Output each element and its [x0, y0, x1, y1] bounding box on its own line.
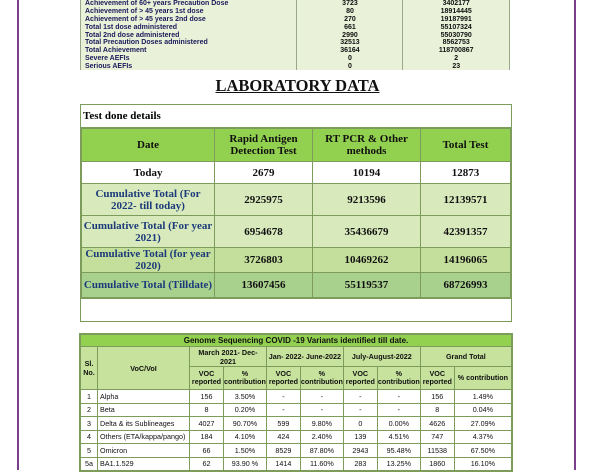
voc-reported-value: 1860: [420, 457, 454, 471]
header-rtpcr: RT PCR & Other methods: [313, 129, 421, 162]
variant-sl-no: 5: [81, 444, 98, 458]
percent-contribution-value: -: [300, 403, 343, 417]
lab-row-2022: [82, 184, 511, 216]
voc-reported-value: 8: [420, 403, 454, 417]
voc-reported-header: VOC reported: [190, 367, 224, 390]
rtpcr-value: 10194: [313, 162, 421, 184]
voc-reported-value: 66: [190, 444, 224, 458]
voc-reported-value: 424: [266, 430, 300, 444]
lab-row-2020: [82, 248, 511, 273]
variant-sl-no: 1: [81, 390, 98, 404]
summary-label: Total 2nd dose administered: [81, 31, 297, 39]
voc-reported-value: -: [343, 403, 377, 417]
variant-row: [81, 403, 512, 417]
percent-contribution-value: 87.80%: [300, 444, 343, 458]
summary-today-value: 36164: [297, 47, 403, 55]
summary-row: [81, 62, 510, 70]
variant-sl-no: 5a: [81, 457, 98, 471]
percent-contribution-header: % contribution: [454, 367, 511, 390]
rat-value: 2925975: [215, 184, 313, 216]
test-done-details-caption: Test done details: [81, 105, 511, 128]
rtpcr-value: 10469262: [313, 248, 421, 273]
percent-contribution-value: 0.04%: [454, 403, 511, 417]
total-value: 12139571: [421, 184, 511, 216]
voc-reported-value: -: [343, 390, 377, 404]
voc-reported-header: VOC reported: [266, 367, 300, 390]
summary-label: Achievement of > 45 years 2nd dose: [81, 16, 297, 24]
voc-reported-value: -: [266, 390, 300, 404]
percent-contribution-header: % contribution: [224, 367, 267, 390]
summary-label: Serious AEFIs: [81, 62, 297, 70]
period-header: Grand Total: [420, 347, 511, 367]
percent-contribution-header: % contribution: [300, 367, 343, 390]
variant-name: Beta: [98, 403, 190, 417]
page-border-left: [17, 0, 19, 470]
percent-contribution-value: 90.70%: [224, 417, 267, 431]
summary-row: [81, 0, 510, 8]
lab-row-2021: [82, 216, 511, 248]
summary-row: [81, 39, 510, 47]
percent-contribution-value: 1.50%: [224, 444, 267, 458]
lab-row-today: [82, 162, 511, 184]
summary-row: [81, 23, 510, 31]
summary-cumulative-value: 3402177: [403, 0, 510, 8]
percent-contribution-value: 2.40%: [300, 430, 343, 444]
voc-reported-value: 62: [190, 457, 224, 471]
voc-voi-header: VoC/VoI: [98, 347, 190, 390]
variant-sl-no: 2: [81, 403, 98, 417]
summary-cumulative-value: 19187991: [403, 16, 510, 24]
header-date: Date: [82, 129, 215, 162]
total-value: 42391357: [421, 216, 511, 248]
percent-contribution-value: -: [300, 390, 343, 404]
genome-sequencing-table-container: [79, 333, 513, 472]
voc-reported-value: 8: [190, 403, 224, 417]
voc-reported-value: 156: [190, 390, 224, 404]
percent-contribution-value: -: [377, 403, 420, 417]
variant-sl-no: 3: [81, 417, 98, 431]
lab-header-row: [82, 129, 511, 162]
voc-reported-value: 1414: [266, 457, 300, 471]
summary-today-value: 32513: [297, 39, 403, 47]
header-rapid-antigen: Rapid Antigen Detection Test: [215, 129, 313, 162]
summary-cumulative-value: 55030790: [403, 31, 510, 39]
voc-reported-value: 184: [190, 430, 224, 444]
summary-cumulative-value: 2: [403, 55, 510, 63]
percent-contribution-value: 9.80%: [300, 417, 343, 431]
summary-label: Achievement of 60+ years Precaution Dose: [81, 0, 297, 8]
total-value: 68726993: [421, 273, 511, 298]
summary-label: Total Achievement: [81, 47, 297, 55]
voc-reported-value: 599: [266, 417, 300, 431]
percent-contribution-value: 4.10%: [224, 430, 267, 444]
vaccination-summary-table: [80, 0, 510, 70]
variant-row: [81, 457, 512, 471]
page-border-right: [574, 0, 576, 470]
percent-contribution-value: 0.20%: [224, 403, 267, 417]
percent-contribution-value: 95.48%: [377, 444, 420, 458]
rat-value: 6954678: [215, 216, 313, 248]
summary-today-value: 3723: [297, 0, 403, 8]
percent-contribution-value: 11.60%: [300, 457, 343, 471]
total-value: 12873: [421, 162, 511, 184]
variant-name: Delta & its Sublineages: [98, 417, 190, 431]
genome-period-row: [81, 347, 512, 367]
percent-contribution-value: 27.09%: [454, 417, 511, 431]
voc-reported-value: 139: [343, 430, 377, 444]
row-label: Cumulative Total (For year 2021): [82, 216, 215, 248]
summary-label: Achievement of > 45 years 1st dose: [81, 8, 297, 16]
rat-value: 13607456: [215, 273, 313, 298]
percent-contribution-value: 3.50%: [224, 390, 267, 404]
voc-reported-value: -: [266, 403, 300, 417]
laboratory-data-table: [81, 128, 511, 298]
rtpcr-value: 9213596: [313, 184, 421, 216]
voc-reported-value: 4626: [420, 417, 454, 431]
summary-cumulative-value: 18914445: [403, 8, 510, 16]
summary-cumulative-value: 8562753: [403, 39, 510, 47]
row-label: Cumulative Total (for year 2020): [82, 248, 215, 273]
voc-reported-value: 2943: [343, 444, 377, 458]
genome-title: Genome Sequencing COVID -19 Variants identified till date.: [81, 335, 512, 347]
voc-reported-value: 156: [420, 390, 454, 404]
summary-today-value: 661: [297, 23, 403, 31]
total-value: 14196065: [421, 248, 511, 273]
percent-contribution-value: 4.51%: [377, 430, 420, 444]
summary-label: Total 1st dose administered: [81, 23, 297, 31]
voc-reported-value: 11538: [420, 444, 454, 458]
summary-cumulative-value: 55107324: [403, 23, 510, 31]
percent-contribution-value: -: [377, 390, 420, 404]
rat-value: 2679: [215, 162, 313, 184]
summary-label: Total Precaution Doses administered: [81, 39, 297, 47]
percent-contribution-value: 1.49%: [454, 390, 511, 404]
summary-today-value: 0: [297, 62, 403, 70]
period-header: July-August-2022: [343, 347, 420, 367]
sl-no-header: Sl. No.: [81, 347, 98, 390]
voc-reported-header: VOC reported: [420, 367, 454, 390]
voc-reported-value: 283: [343, 457, 377, 471]
row-label: Cumulative Total (Tilldate): [82, 273, 215, 298]
summary-row: [81, 16, 510, 24]
voc-reported-value: 0: [343, 417, 377, 431]
row-label: Today: [82, 162, 215, 184]
summary-row: [81, 8, 510, 16]
rat-value: 3726803: [215, 248, 313, 273]
variant-name: Omicron: [98, 444, 190, 458]
percent-contribution-value: 16.10%: [454, 457, 511, 471]
summary-today-value: 0: [297, 55, 403, 63]
summary-row: [81, 31, 510, 39]
header-total-test: Total Test: [421, 129, 511, 162]
voc-reported-value: 4027: [190, 417, 224, 431]
genome-sequencing-table: [80, 334, 512, 471]
lab-table-footer-space: [81, 298, 511, 321]
percent-contribution-value: 4.37%: [454, 430, 511, 444]
variant-name: Others (ETA/kappa/pango): [98, 430, 190, 444]
variant-sl-no: 4: [81, 430, 98, 444]
summary-today-value: 270: [297, 16, 403, 24]
variant-name: Alpha: [98, 390, 190, 404]
percent-contribution-value: 93.90 %: [224, 457, 267, 471]
period-header: Jan- 2022- June-2022: [266, 347, 343, 367]
voc-reported-value: 8529: [266, 444, 300, 458]
variant-row: [81, 430, 512, 444]
variant-row: [81, 417, 512, 431]
percent-contribution-value: 67.50%: [454, 444, 511, 458]
summary-label: Severe AEFIs: [81, 55, 297, 63]
variant-row: [81, 444, 512, 458]
percent-contribution-value: 13.25%: [377, 457, 420, 471]
percent-contribution-value: 0.00%: [377, 417, 420, 431]
laboratory-data-title: LABORATORY DATA: [215, 76, 380, 95]
summary-today-value: 80: [297, 8, 403, 16]
genome-title-row: [81, 335, 512, 347]
summary-row: [81, 55, 510, 63]
variant-name: BA1.1.529: [98, 457, 190, 471]
summary-cumulative-value: 118700867: [403, 47, 510, 55]
rtpcr-value: 35436679: [313, 216, 421, 248]
voc-reported-value: 747: [420, 430, 454, 444]
variant-row: [81, 390, 512, 404]
percent-contribution-header: % contribution: [377, 367, 420, 390]
period-header: March 2021- Dec- 2021: [190, 347, 267, 367]
summary-today-value: 2990: [297, 31, 403, 39]
row-label: Cumulative Total (For 2022- till today): [82, 184, 215, 216]
summary-cumulative-value: 23: [403, 62, 510, 70]
summary-row: [81, 47, 510, 55]
voc-reported-header: VOC reported: [343, 367, 377, 390]
lab-row-tilldate: [82, 273, 511, 298]
laboratory-data-table-container: [80, 104, 512, 322]
rtpcr-value: 55119537: [313, 273, 421, 298]
